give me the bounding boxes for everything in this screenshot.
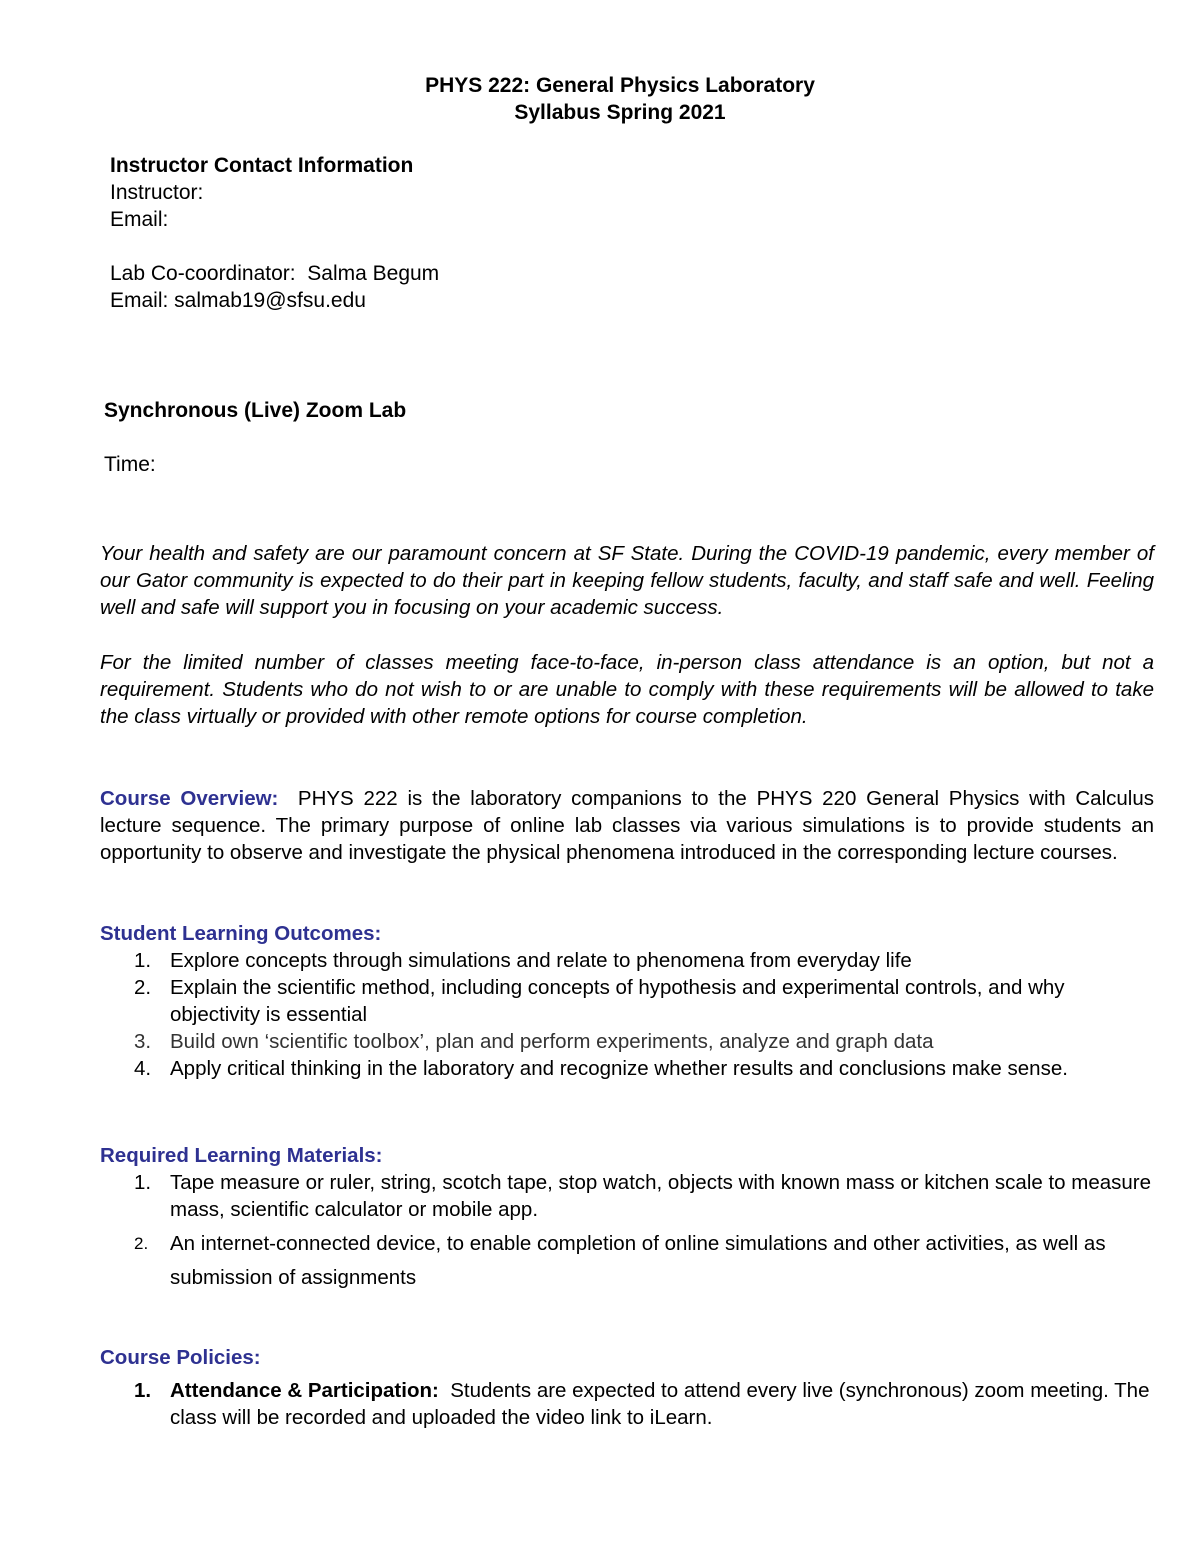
list-item-number: 1. — [134, 1171, 152, 1194]
course-policies-list — [134, 1377, 1154, 1431]
covid-paragraph-2: For the limited number of classes meeting face-to-face, in-person class attendance is an option, but not a requirement. Students who do not wish to or are unable to comply with these requirements will be allowed to take the class virtually or provided with other remote options for course completion. — [100, 651, 1154, 728]
document-title-block — [0, 72, 1200, 126]
list-item — [134, 1169, 1154, 1223]
learning-outcomes-list — [134, 947, 1154, 1082]
list-item-text: An internet-connected device, to enable completion of online simulations and other activities, as well as submission of assignments — [170, 1232, 1106, 1289]
course-policies-heading: Course Policies: — [100, 1346, 261, 1369]
list-item-text: Apply critical thinking in the laboratory and recognize whether results and conclusions make sense. — [170, 1057, 1068, 1080]
zoom-lab-time: Time: — [104, 453, 156, 476]
coordinator-email: Email: salmab19@sfsu.edu — [110, 289, 366, 312]
list-item-number: 2. — [134, 976, 152, 999]
instructor-contact-section — [110, 152, 439, 314]
list-item-number: 1. — [134, 1379, 152, 1402]
zoom-lab-heading: Synchronous (Live) Zoom Lab — [104, 399, 407, 422]
list-item-number: 2. — [134, 1234, 149, 1253]
covid-paragraph-1: Your health and safety are our paramount concern at SF State. During the COVID-19 pandemic, every member of our Gator community is expected to do their part in keeping fellow students, faculty, and staff safe and well. Feeling well and safe will support you in focusing on your academic success. — [100, 542, 1154, 619]
list-item-text: Students are expected to attend every live (synchronous) zoom meeting. The class will be recorded and uploaded the video link to iLearn. — [170, 1379, 1156, 1429]
zoom-lab-section — [104, 397, 406, 478]
list-item — [134, 1227, 1154, 1295]
course-overview-text: PHYS 222 is the laboratory companions to the PHYS 220 General Physics with Calculus lecture sequence. The primary purpose of online lab classes via various simulations is to provide students an opportunity to observe and investigate the physical phenomena introduced in the corresponding lecture courses. — [100, 787, 1160, 864]
document-title: PHYS 222: General Physics Laboratory — [425, 74, 815, 97]
list-item-number: 3. — [134, 1030, 152, 1053]
coordinator-line: Lab Co-coordinator: Salma Begum — [110, 262, 440, 285]
list-item — [134, 1028, 1154, 1055]
list-item — [134, 947, 1154, 974]
learning-outcomes-heading: Student Learning Outcomes: — [100, 922, 382, 945]
list-item-text: Tape measure or ruler, string, scotch tape, stop watch, objects with known mass or kitchen scale to measure mass, scientific calculator or mobile app. — [170, 1171, 1152, 1221]
course-overview — [100, 785, 1160, 866]
course-overview-label: Course Overview: — [100, 787, 279, 810]
list-item — [134, 1377, 1154, 1431]
learning-materials-list — [134, 1169, 1154, 1295]
list-item — [134, 1055, 1154, 1082]
list-item-number: 4. — [134, 1057, 152, 1080]
list-item-number: 1. — [134, 949, 152, 972]
list-item-text: Explore concepts through simulations and relate to phenomena from everyday life — [170, 949, 912, 972]
document-subtitle: Syllabus Spring 2021 — [514, 101, 726, 124]
contact-heading: Instructor Contact Information — [110, 154, 414, 177]
list-item-text: Build own ‘scientific toolbox’, plan and perform experiments, analyze and graph data — [170, 1030, 934, 1053]
policy-label: Attendance & Participation: — [170, 1379, 439, 1402]
list-item — [134, 974, 1154, 1028]
instructor-email-label: Email: — [110, 208, 169, 231]
instructor-label: Instructor: — [110, 181, 204, 204]
learning-materials-heading: Required Learning Materials: — [100, 1144, 383, 1167]
list-item-text: Explain the scientific method, including concepts of hypothesis and experimental controls, and why objectivity is essential — [170, 976, 1065, 1026]
